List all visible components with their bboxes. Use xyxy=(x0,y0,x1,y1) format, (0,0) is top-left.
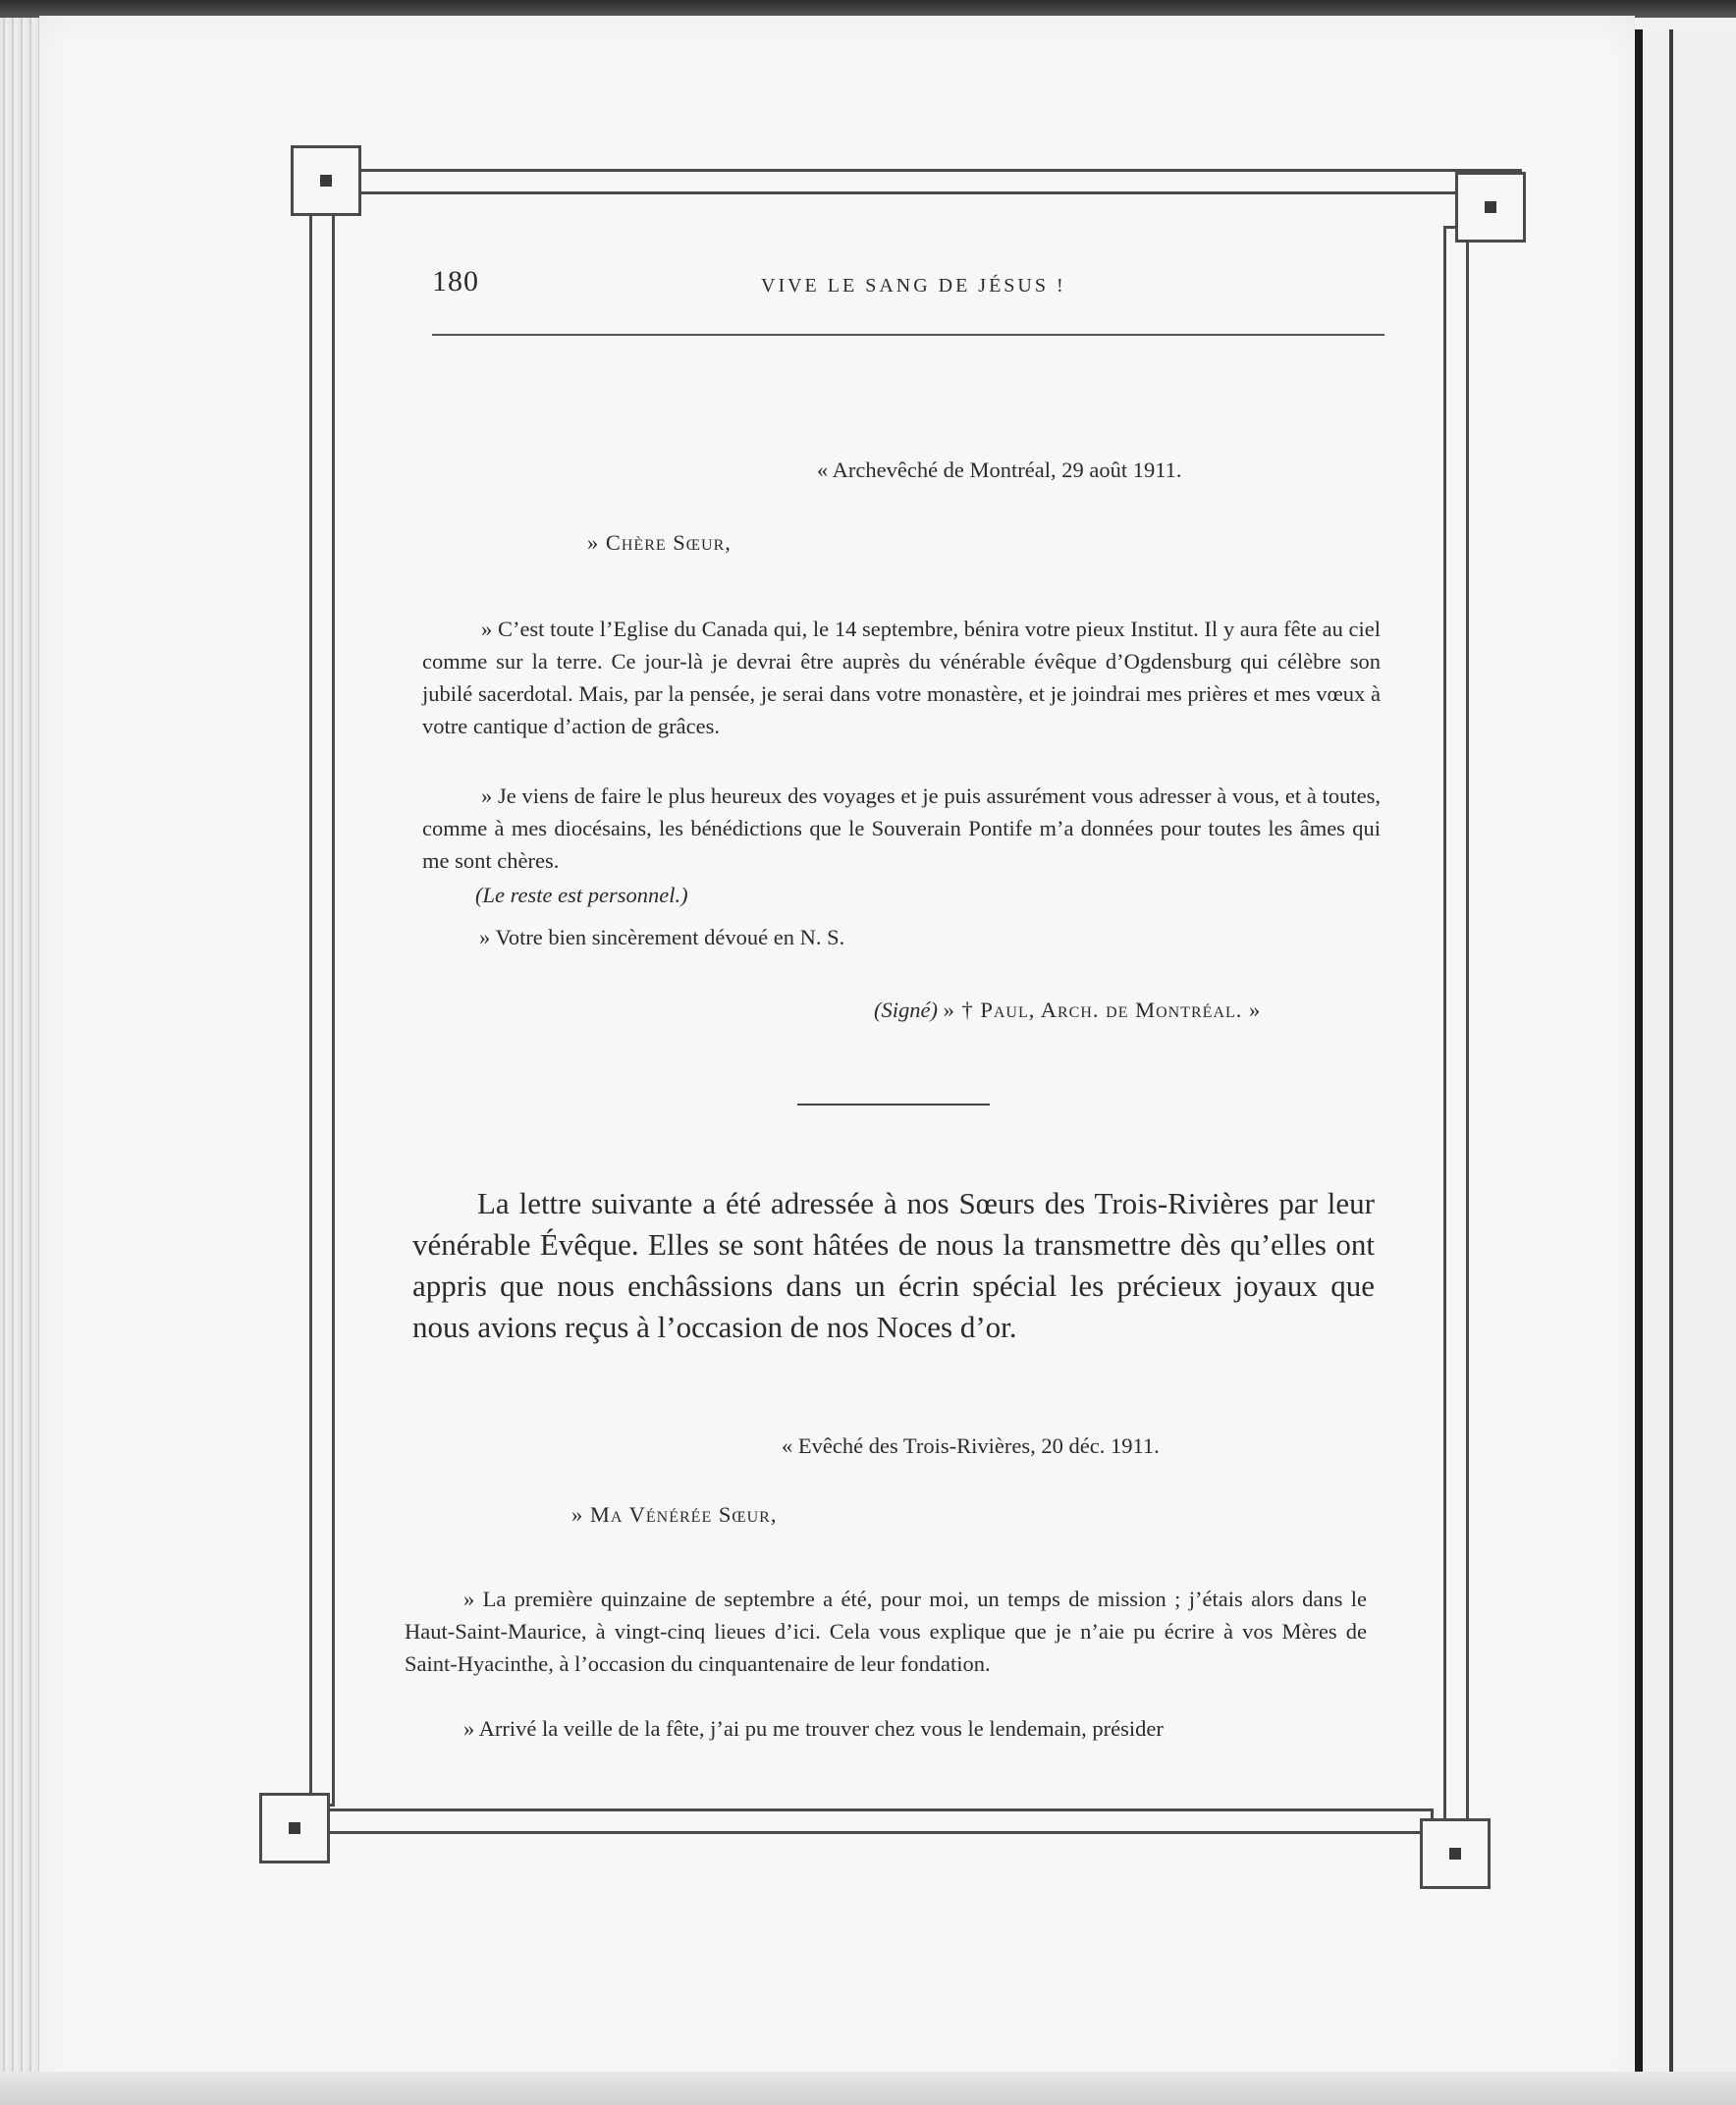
letter2-paragraph-1: » La première quinzaine de septembre a été, pour moi, un temps de mission ; j’étais alors dans le Haut-Saint-Maurice, à vingt-cinq lieues d’ici. Cela vous explique que je n’aie pu écrire à vos Mères de Saint-Hyacinthe, à l’occasion du cinquantenaire de leur fondation. xyxy=(405,1587,1367,1676)
letter1-salutation: » Chère Sœur, xyxy=(587,530,732,555)
running-title: VIVE LE SANG DE JÉSUS ! xyxy=(761,275,1066,297)
square-ornament-icon xyxy=(1485,201,1496,213)
frame-bottom-bar xyxy=(295,1808,1434,1834)
book-bottom-edge xyxy=(0,2072,1736,2105)
facing-page-border xyxy=(1669,29,1673,2105)
signed-label: (Signé) xyxy=(874,998,938,1022)
square-ornament-icon xyxy=(289,1822,300,1834)
section-divider xyxy=(797,1104,990,1106)
square-ornament-icon xyxy=(320,175,332,187)
frame-corner-top-right xyxy=(1455,172,1526,243)
letter1-signature-line xyxy=(874,994,1261,1026)
letter1-dateline: « Archevêché de Montréal, 29 août 1911. xyxy=(817,458,1182,482)
frame-top-bar xyxy=(324,169,1522,194)
letter2-salutation: » Ma Vénérée Sœur, xyxy=(571,1502,778,1527)
letter1-note: (Le reste est personnel.) xyxy=(475,883,688,907)
intro-paragraph: La lettre suivante a été adressée à nos Sœurs des Trois-Rivières par leur vénérable Évêque. Elles se sont hâtées de nous la transmettre dès qu’elles ont appris que nous enchâssions dans un écrin spécial les précieux joyaux que nous avions reçus à l’occasion de nos Noces d’or. xyxy=(412,1186,1375,1344)
facing-page xyxy=(1643,29,1736,2105)
frame-corner-bottom-right xyxy=(1420,1818,1491,1889)
frame-corner-top-left xyxy=(291,145,361,216)
frame-right-bar xyxy=(1443,226,1469,1826)
book-gutter xyxy=(1635,29,1643,2105)
letter1-signature: » † Paul, Arch. de Montréal. » xyxy=(943,998,1262,1022)
letter1-paragraph-2: » Je viens de faire le plus heureux des voyages et je puis assurément vous adresser à vous, et à toutes, comme à mes diocésains, les bénédictions que le Souverain Pontife m’a données pour toutes les âmes qui me sont chères. xyxy=(422,783,1381,873)
running-head xyxy=(432,265,1384,336)
letter2-dateline: « Evêché des Trois-Rivières, 20 déc. 1911. xyxy=(782,1433,1160,1458)
letter1-closing: » Votre bien sincèrement dévoué en N. S. xyxy=(479,925,845,949)
frame-left-bar xyxy=(309,187,335,1807)
page-number: 180 xyxy=(432,265,479,297)
square-ornament-icon xyxy=(1449,1848,1461,1860)
letter2-paragraph-2: » Arrivé la veille de la fête, j’ai pu me trouver chez vous le lendemain, présider xyxy=(463,1716,1164,1741)
frame-corner-bottom-left xyxy=(259,1793,330,1863)
letter1-paragraph-1: » C’est toute l’Eglise du Canada qui, le 14 septembre, bénira votre pieux Institut. Il y aura fête au ciel comme sur la terre. Ce jour-là je devrai être auprès du vénérable évêque d’Ogdensburg qui célèbre son jubilé sacerdotal. Mais, par la pensée, je serai dans votre monastère, et je joindrai mes prières et mes vœux à votre cantique d’action de grâces. xyxy=(422,617,1381,738)
